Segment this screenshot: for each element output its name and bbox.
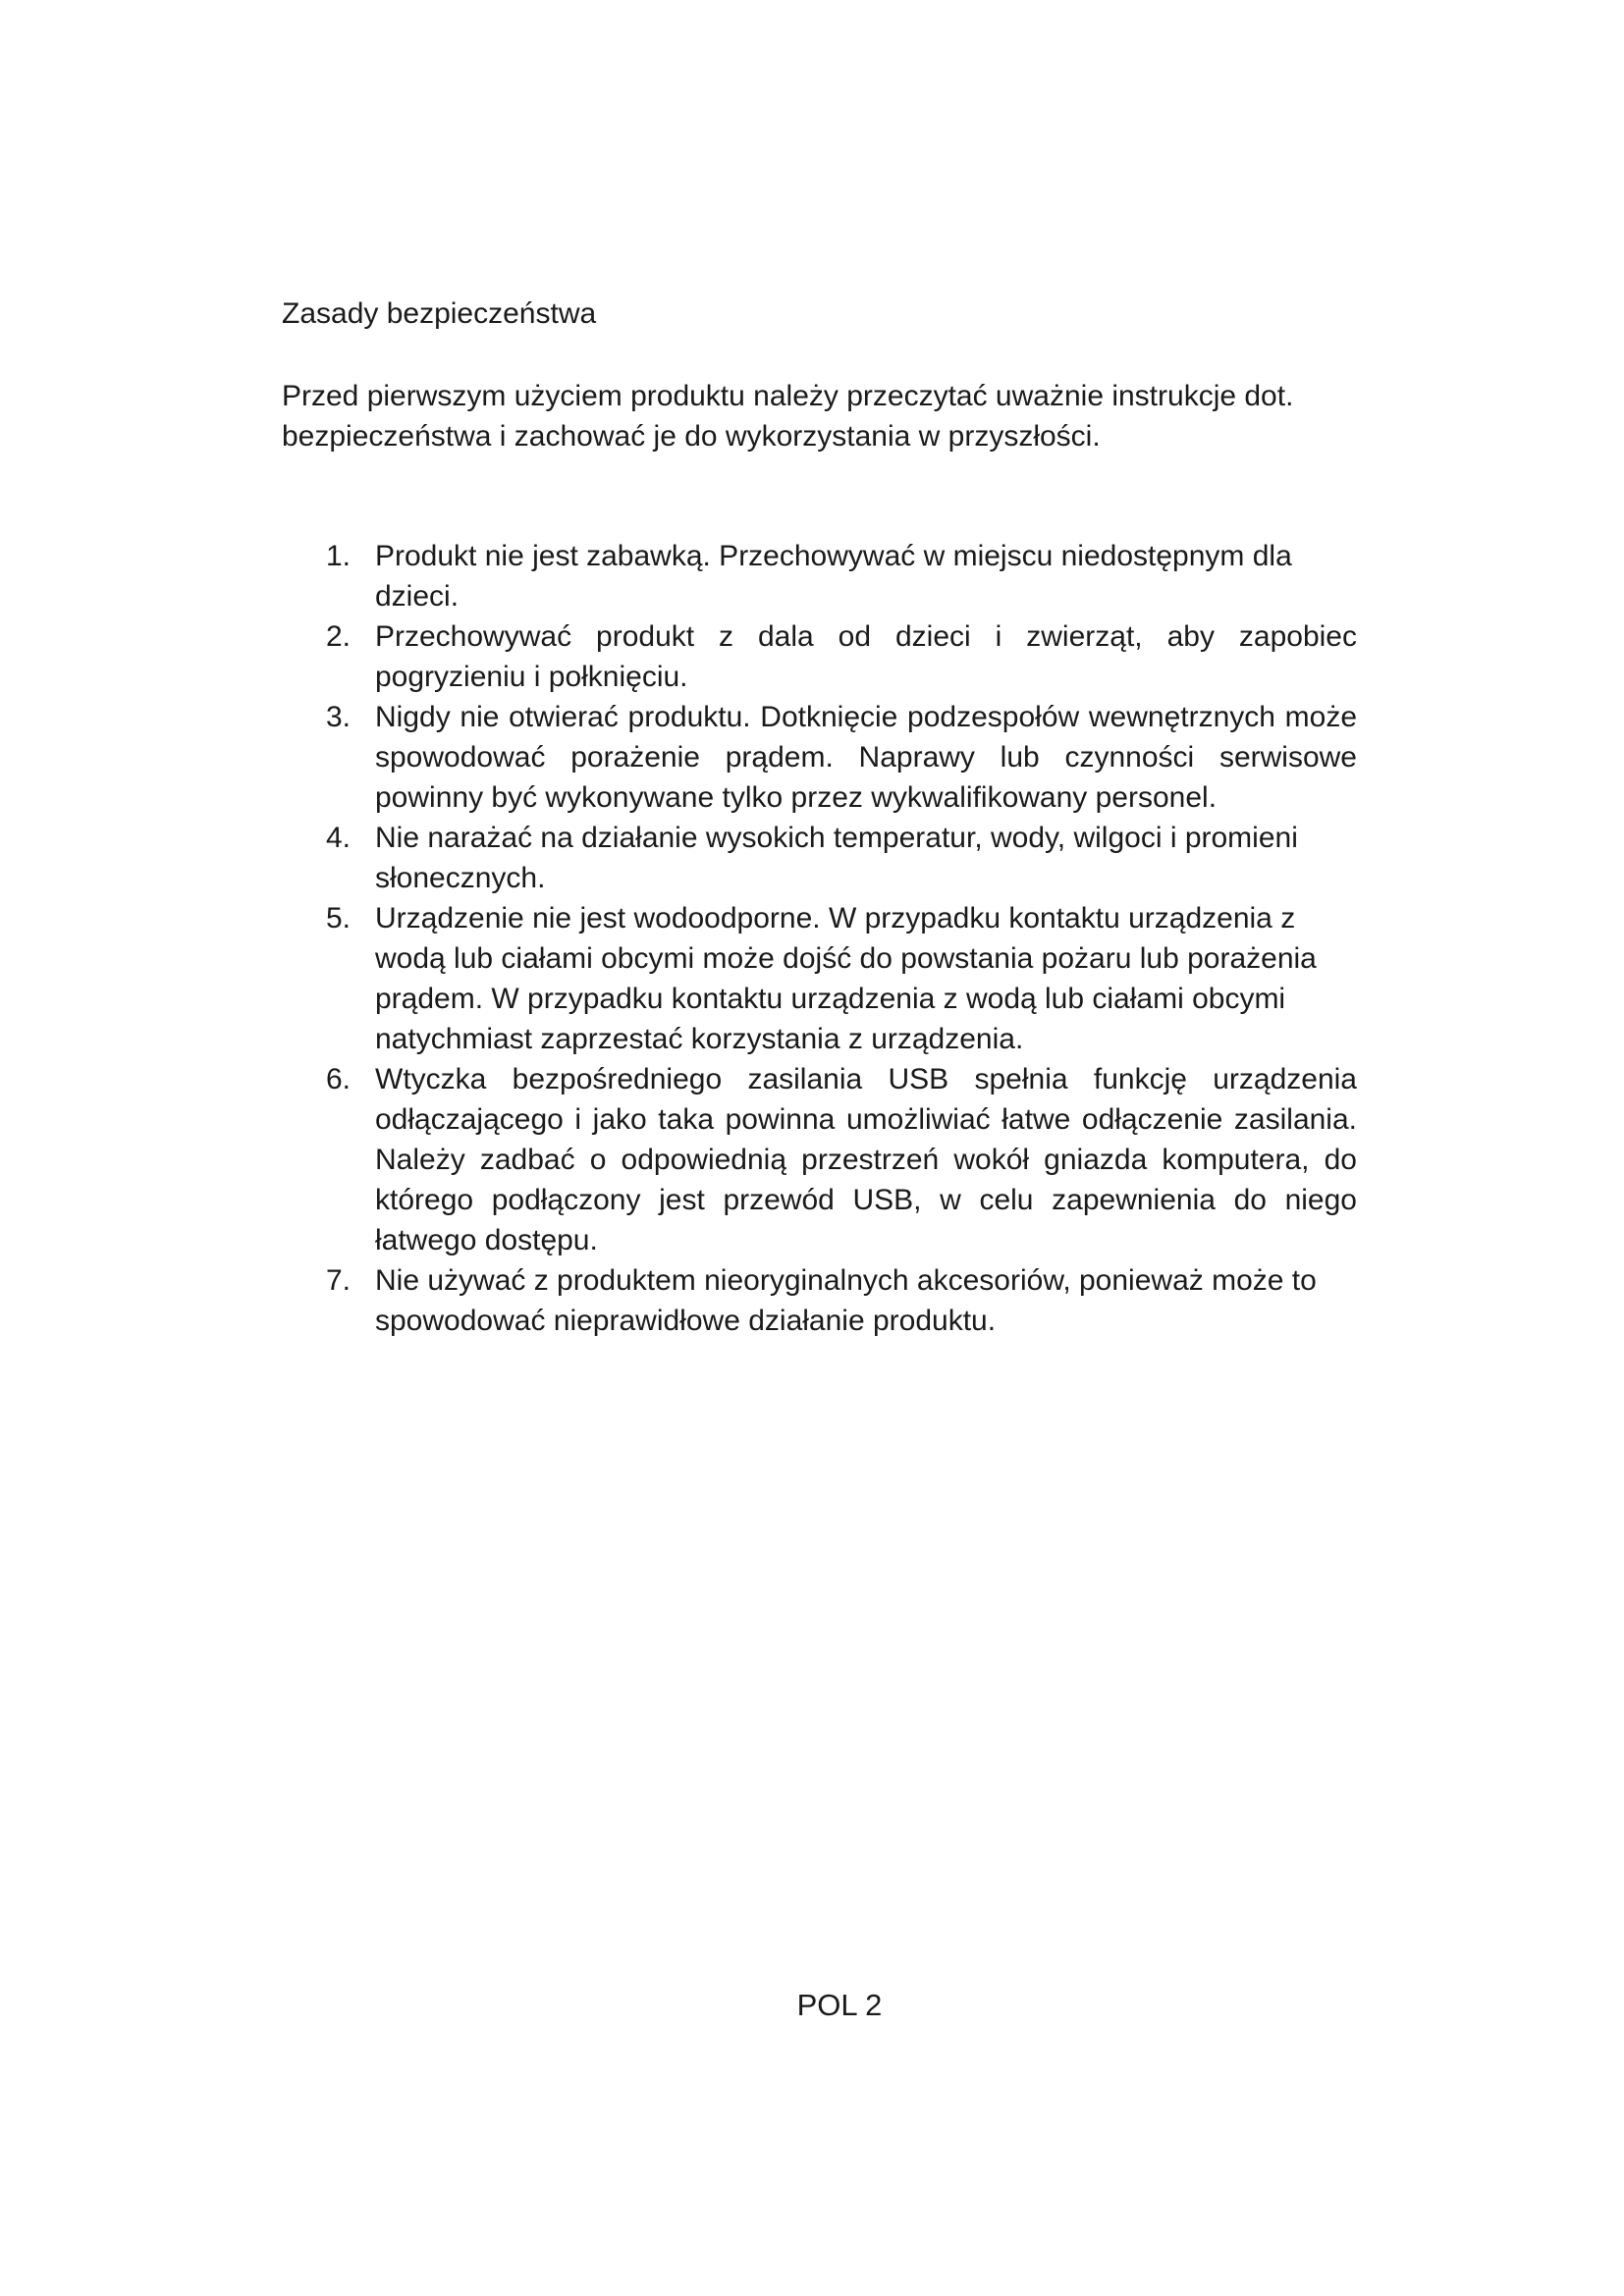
list-item [0, 1059, 1357, 1260]
list-item-number: 2. [326, 620, 352, 653]
list-item-number: 1. [326, 540, 352, 572]
page-title: Zasady bezpieczeństwa [282, 297, 597, 330]
list-item-text: Nigdy nie otwierać produktu. Dotknięcie podzespołów wewnętrznych może spowodować porażenie prądem. Naprawy lub czynności serwisowe powinny być wykonywane tylko przez wykwalifikowany personel. [375, 701, 1357, 814]
list-item-number: 4. [326, 822, 352, 854]
list-item-number: 7. [326, 1264, 352, 1297]
list-item-text: Nie używać z produktem nieoryginalnych akcesoriów, ponieważ może to spowodować nieprawidłowe działanie produktu. [375, 1264, 1317, 1337]
safety-rules-list [0, 536, 1357, 1341]
list-item [0, 697, 1357, 818]
list-item [0, 616, 1357, 697]
intro-paragraph: Przed pierwszym użyciem produktu należy przeczytać uważnie instrukcje dot. bezpieczeństwa i zachować je do wykorzystania w przyszłości. [282, 380, 1294, 453]
list-item-text: Nie narażać na działanie wysokich temperatur, wody, wilgoci i promieni słonecznych. [375, 822, 1298, 894]
list-item [0, 898, 1357, 1059]
list-item-text: Przechowywać produkt z dala od dzieci i zwierząt, aby zapobiec pogryzieniu i połknięciu. [375, 620, 1357, 693]
list-item-text: Produkt nie jest zabawką. Przechowywać w miejscu niedostępnym dla dzieci. [375, 540, 1292, 613]
list-item-text: Urządzenie nie jest wodoodporne. W przypadku kontaktu urządzenia z wodą lub ciałami obcymi może dojść do powstania pożaru lub porażenia prądem. W przypadku kontaktu urządzenia z wodą lub ciałami obcymi natychmiast zaprzestać korzystania z urządzenia. [375, 902, 1317, 1055]
list-item-number: 5. [326, 902, 352, 934]
list-item-number: 3. [326, 701, 352, 733]
page-number: POL 2 [796, 1988, 883, 2022]
list-item [0, 818, 1357, 898]
list-item [0, 536, 1357, 616]
list-item-number: 6. [326, 1063, 352, 1095]
list-item-text: Wtyczka bezpośredniego zasilania USB spełnia funkcję urządzenia odłączającego i jako taka powinna umożliwiać łatwe odłączenie zasilania. Należy zadbać o odpowiednią przestrzeń wokół gniazda komputera, do którego podłączony jest przewód USB, w celu zapewnienia do niego łatwego dostępu. [375, 1063, 1357, 1256]
list-item [0, 1260, 1357, 1341]
